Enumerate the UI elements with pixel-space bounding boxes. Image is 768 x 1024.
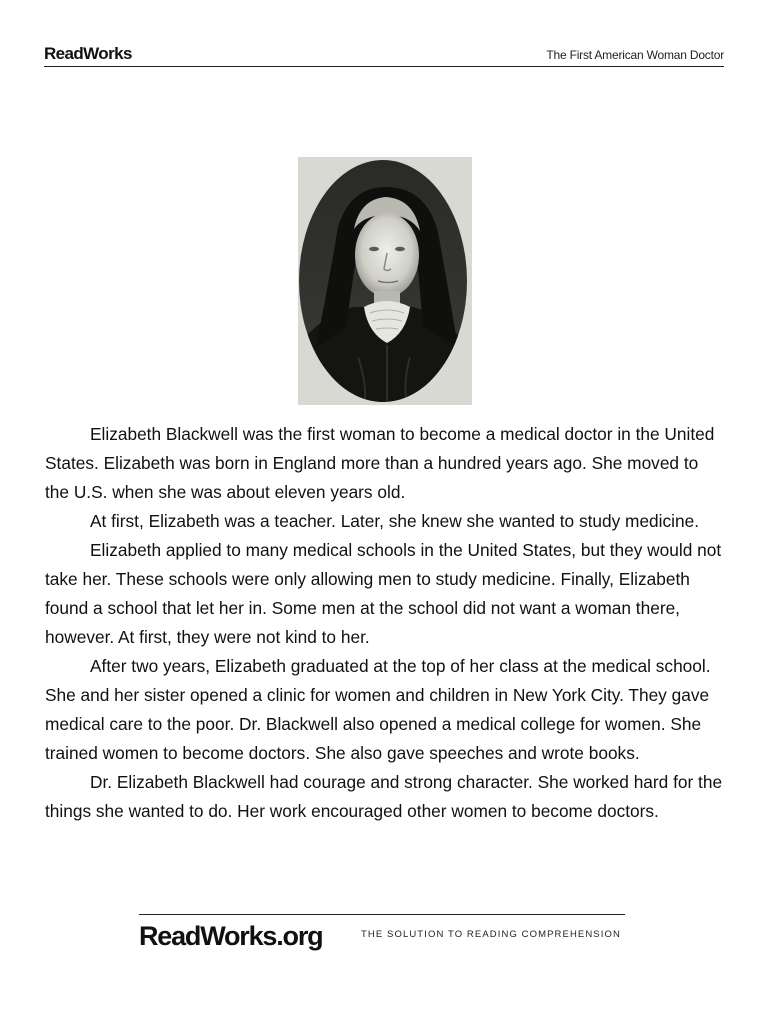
readworks-footer-logo: ReadWorks.org — [139, 921, 323, 951]
paragraph-1: Elizabeth Blackwell was the first woman to become a medical doctor in the United States. Elizabeth was born in England more than a hundred years ago. She moved to the U.S. when she was about eleven years old. — [45, 424, 715, 502]
portrait-photo — [298, 157, 472, 405]
paragraph-5: Dr. Elizabeth Blackwell had courage and strong character. She worked hard for the things she wanted to do. Her work encouraged other women to become doctors. — [45, 772, 723, 821]
page-footer — [139, 914, 625, 955]
document-title: The First American Woman Doctor — [546, 48, 724, 62]
paragraph-4: After two years, Elizabeth graduated at the top of her class at the medical school. She and her sister opened a clinic for women and children in New York City. They gave medical care to the poor. Dr. Blackwell also opened a medical college for women. She trained women to become doctors. She also gave speeches and wrote books. — [45, 656, 711, 763]
story-text — [45, 420, 725, 826]
readworks-header-logo: ReadWorks — [44, 44, 132, 63]
footer-tagline: THE SOLUTION TO READING COMPREHENSION — [361, 929, 621, 940]
page-header — [44, 42, 724, 67]
paragraph-3: Elizabeth applied to many medical schools in the United States, but they would not take her. These schools were only allowing men to study medicine. Finally, Elizabeth found a school that let her in. Some men at the school did not want a woman there, however. At first, they were not kind to her. — [45, 540, 722, 647]
paragraph-2: At first, Elizabeth was a teacher. Later, she knew she wanted to study medicine. — [90, 511, 700, 531]
